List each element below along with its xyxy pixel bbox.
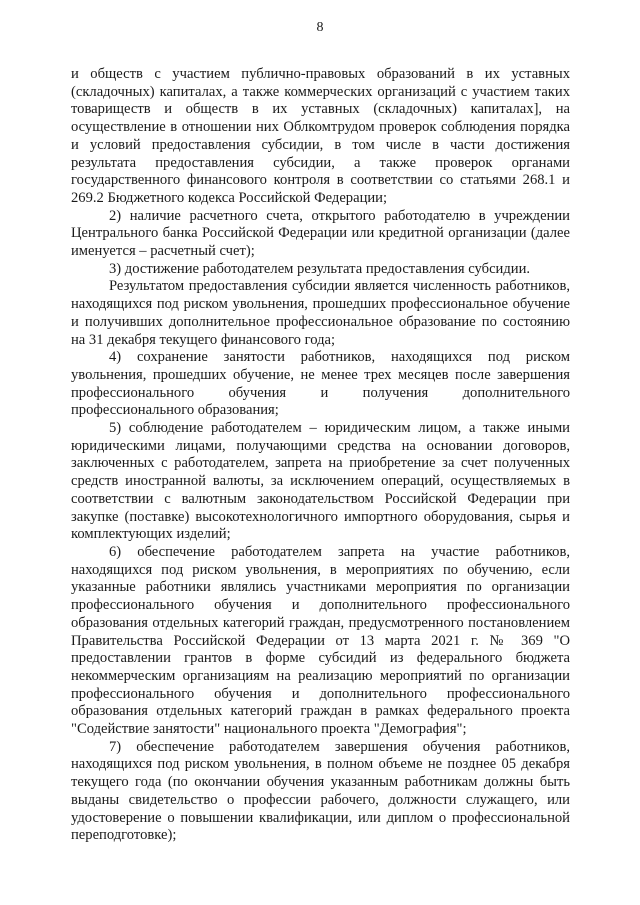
paragraph-item-3: 3) достижение работодателем результата предоставления субсидии. bbox=[109, 260, 531, 277]
paragraph-item-2: 2) наличие расчетного счета, открытого работодателю в учреждении Центрального банка Российской Федерации или кредитной организации (далее именуется – расчетный счет); bbox=[71, 207, 570, 260]
paragraph-continuation: и обществ с участием публично-правовых образований в их уставных (складочных) капиталах, а также коммерческих организаций с участием таких товариществ и обществ в их уставных (складочных) капиталах], на осуществление в отношении них Облкомтрудом проверок соблюдения порядка и условий предоставления субсидии, в том числе в части достижения результата предоставления субсидии, а также проверок органами государственного финансового контроля в соответствии со статьями 268.1 и 269.2 Бюджетного кодекса Российской Федерации; bbox=[71, 66, 570, 206]
paragraph-result-definition: Результатом предоставления субсидии является численность работников, находящихся под риском увольнения, прошедших профессиональное обучение и получивших дополнительное профессиональное образование по состоянию на 31 декабря текущего финансового года; bbox=[71, 278, 570, 348]
page-number: 8 bbox=[316, 20, 324, 35]
paragraph-item-5: 5) соблюдение работодателем – юридическим лицом, а также иными юридическими лицами, получающими средства на основании договоров, заключенных с работодателем, запрета на приобретение за счет полученных средств иностранной валюты, за исключением операций, осуществляемых в соответствии с валютным законодательством Российской Федерации при закупке (поставке) высокотехнологичного импортного оборудования, сырья и комплектующих изделий; bbox=[71, 420, 570, 543]
paragraph-item-6: 6) обеспечение работодателем запрета на участие работников, находящихся под риском увольнения, в мероприятиях по обучению, если указанные работники являлись участниками мероприятия по организации профессионального обучения и дополнительного профессионального образования отдельных категорий граждан, предусмотренного постановлением Правительства Российской Федерации от 13 марта 2021 г. № 369 "О предоставлении грантов в форме субсидий из федерального бюджета некоммерческим организациям на реализацию мероприятий по организации профессионального обучения и дополнительного профессионального образования отдельных категорий граждан в рамках федерального проекта "Содействие занятости" национального проекта "Демография"; bbox=[71, 543, 570, 738]
paragraph-item-7: 7) обеспечение работодателем завершения обучения работников, находящихся под риском увольнения, в полном объеме не позднее 05 декабря текущего года (по окончании обучения указанным работникам должны быть выданы свидетельство о профессии рабочего, должности служащего, или удостоверение о повышении квалификации, или диплом о профессиональной переподготовке); bbox=[71, 738, 570, 844]
paragraph-item-4: 4) сохранение занятости работников, находящихся под риском увольнения, прошедших обучение, не менее трех месяцев после завершения профессионального обучения и получения дополнительного профессионального образования; bbox=[71, 349, 570, 419]
document-body bbox=[71, 66, 570, 845]
